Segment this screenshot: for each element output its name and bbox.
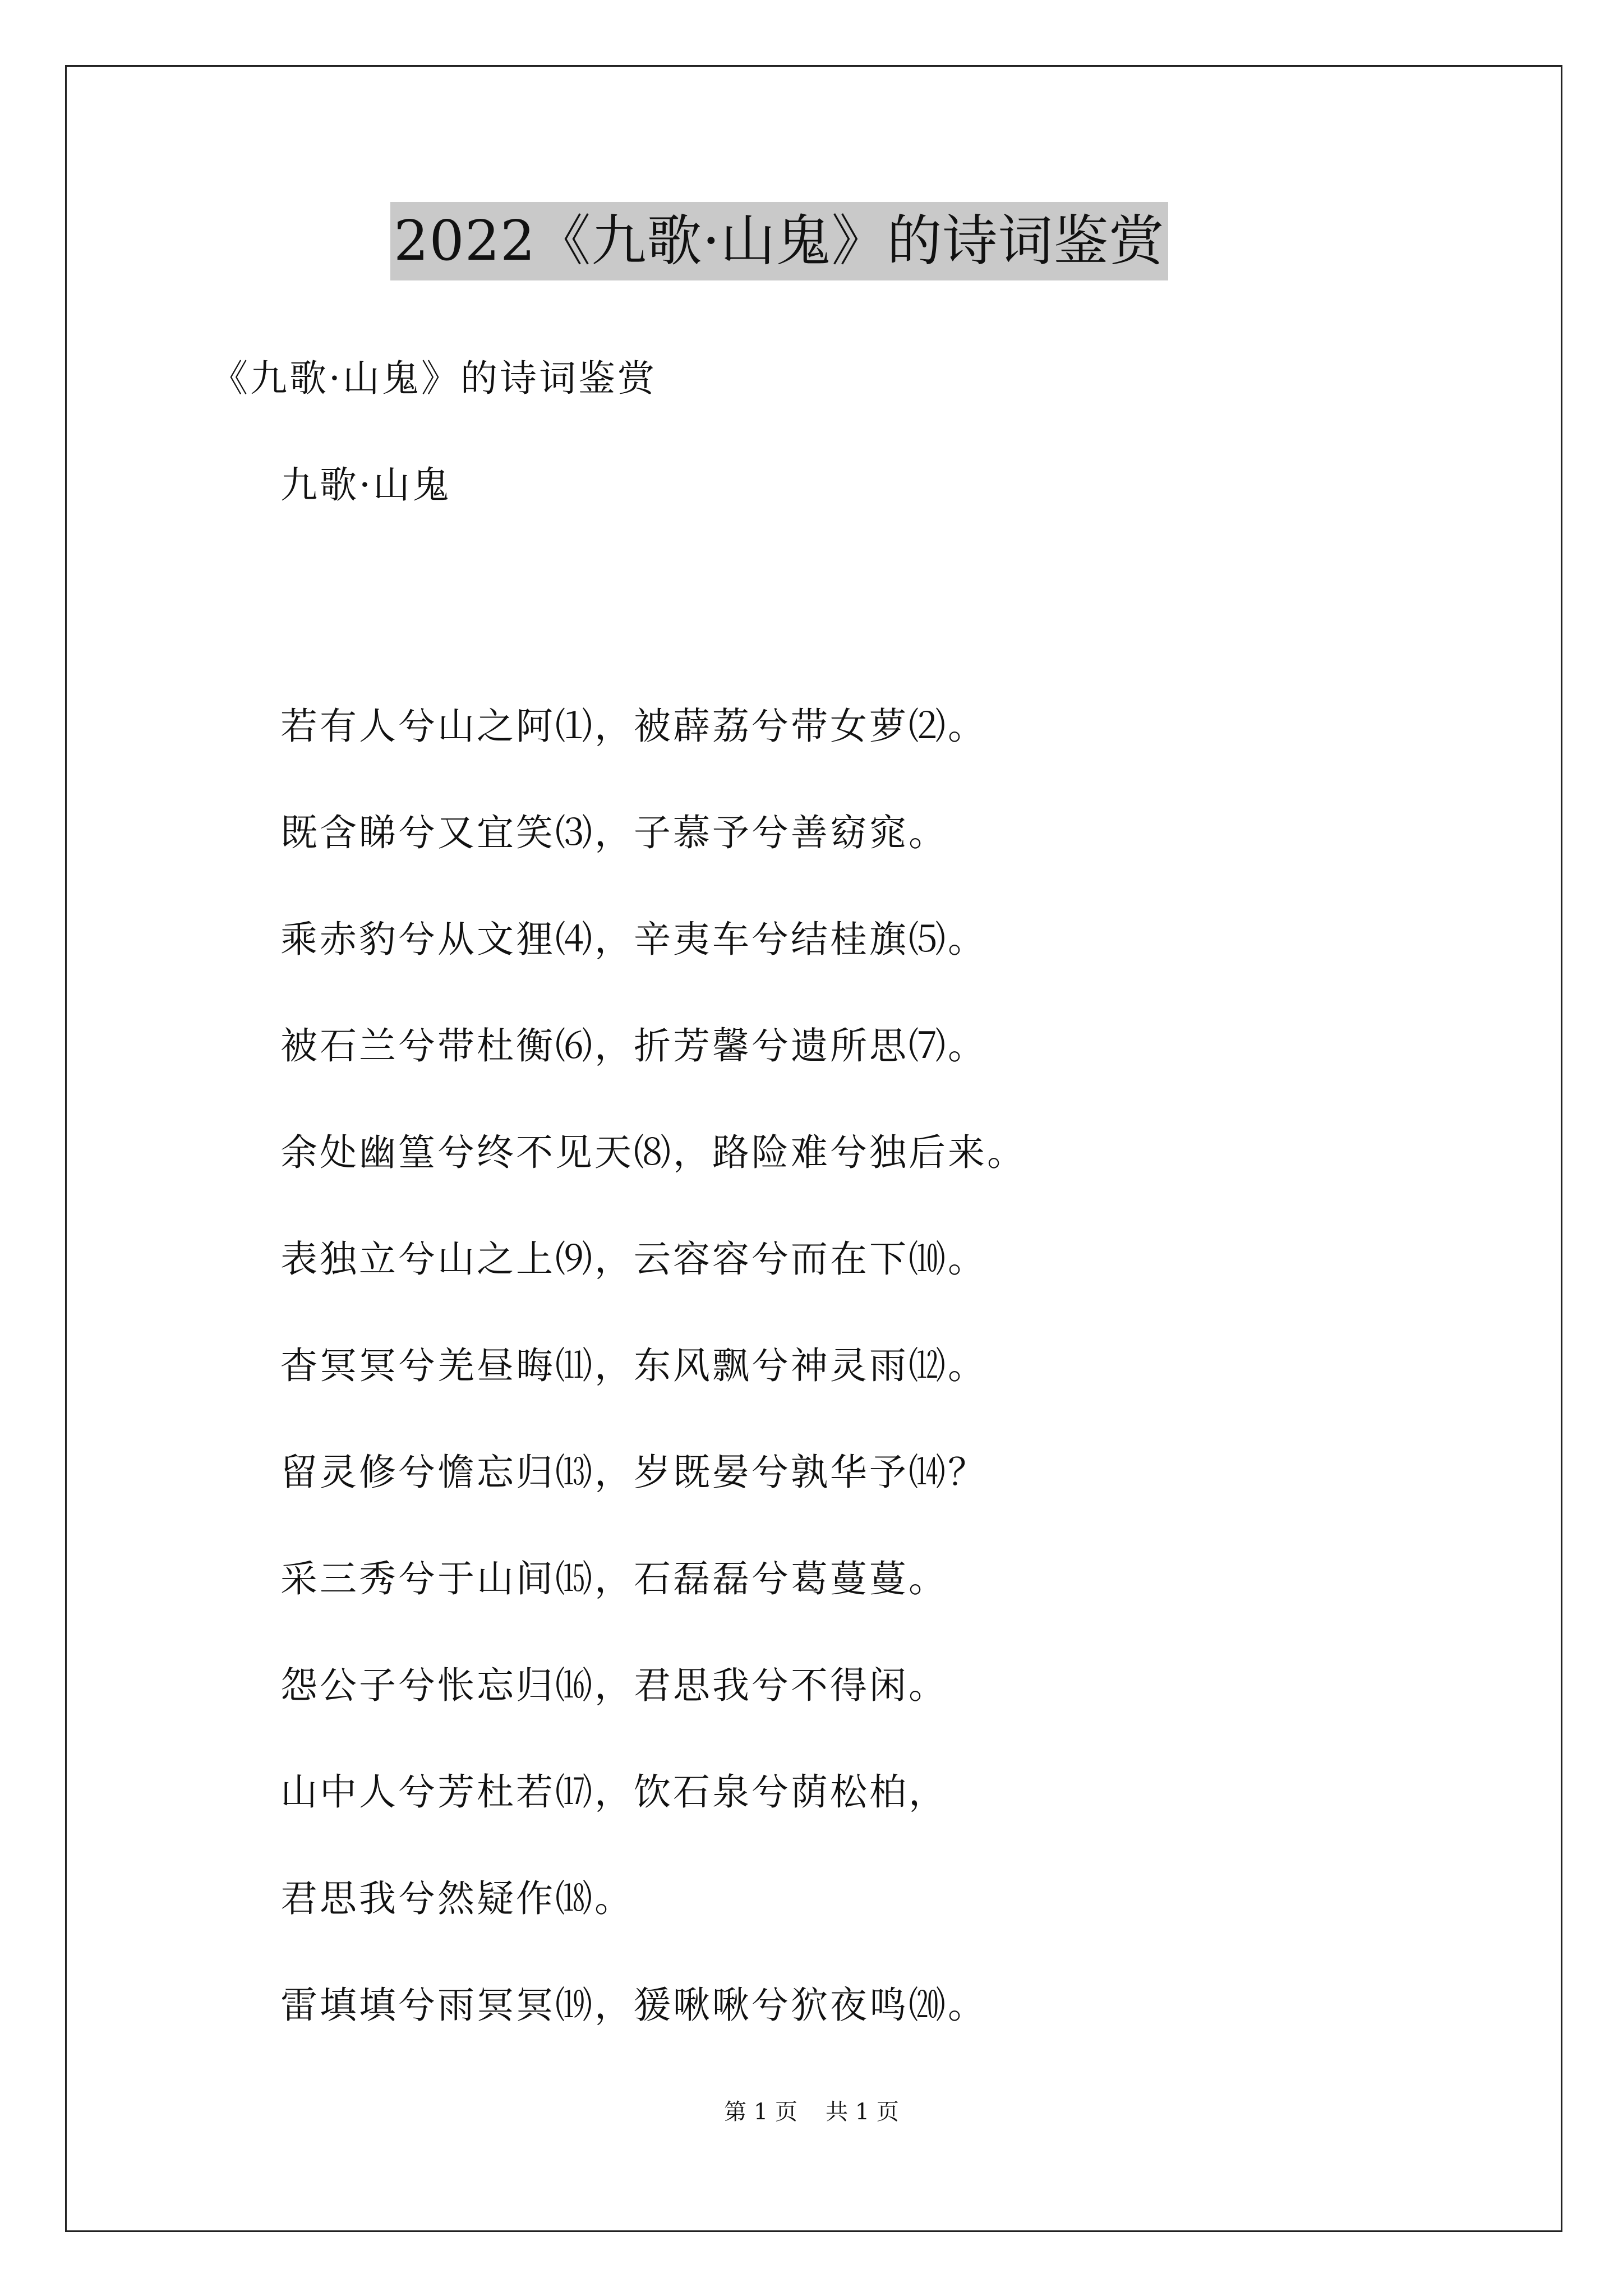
poem-line: 表独立兮山之上⑼，云容容兮而在下⑽。 — [280, 1237, 987, 1281]
poem-line: 留灵修兮憺忘归⒀，岁既晏兮孰华予⒁？ — [280, 1451, 987, 1494]
page-footer — [0, 2095, 1623, 2129]
poem-line: 怨公子兮怅忘归⒃，君思我兮不得闲。 — [280, 1664, 948, 1707]
page-number: 第 1 页 — [724, 2099, 797, 2125]
poem-title: 九歌·山鬼 — [280, 463, 451, 507]
poem-line: 雷填填兮雨冥冥⒆，猨啾啾兮狖夜鸣⒇。 — [280, 1984, 987, 2027]
page-total: 共 1 页 — [826, 2099, 899, 2125]
poem-line: 采三秀兮于山间⒂，石磊磊兮葛蔓蔓。 — [280, 1557, 948, 1600]
poem-line: 山中人兮芳杜若⒄，饮石泉兮荫松柏， — [280, 1770, 948, 1814]
poem-line: 既含睇兮又宜笑⑶，子慕予兮善窈窕。 — [280, 811, 948, 854]
poem-line: 君思我兮然疑作⒅。 — [280, 1877, 634, 1920]
poem-line: 乘赤豹兮从文狸⑷，辛夷车兮结桂旗⑸。 — [280, 918, 987, 961]
poem-line: 余处幽篁兮终不见天⑻，路险难兮独后来。 — [280, 1131, 1026, 1174]
poem-line: 若有人兮山之阿⑴，被薜荔兮带女萝⑵。 — [280, 705, 987, 748]
poem-line: 被石兰兮带杜衡⑹，折芳馨兮遗所思⑺。 — [280, 1024, 987, 1068]
document-subtitle: 《九歌·山鬼》的诗词鉴赏 — [211, 357, 657, 400]
document-title: 2022《九歌·山鬼》的诗词鉴赏 — [390, 202, 1168, 280]
poem-line: 杳冥冥兮羌昼晦⑾，东风飘兮神灵雨⑿。 — [280, 1344, 987, 1387]
poem-body — [280, 673, 1026, 2059]
